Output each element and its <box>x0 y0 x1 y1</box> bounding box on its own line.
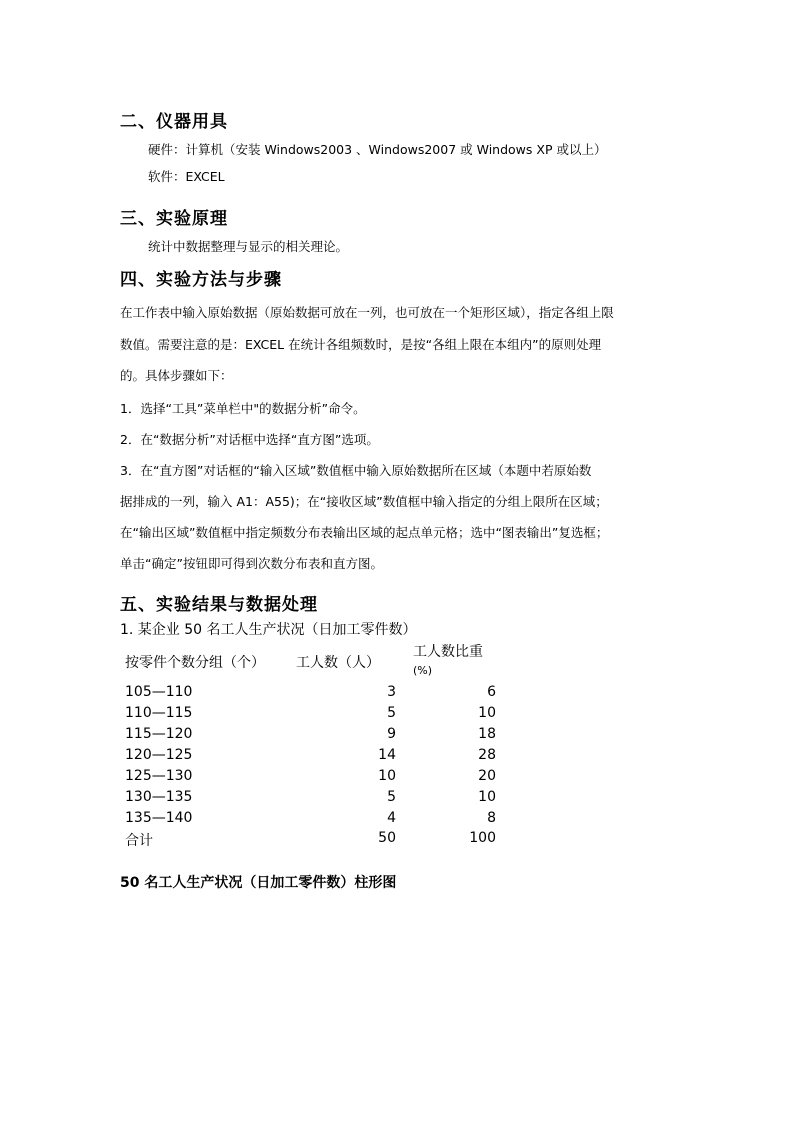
row-group: 125—130 <box>125 768 193 784</box>
row-pct: 10 <box>478 705 496 721</box>
row-group: 130—135 <box>125 789 193 805</box>
row-group: 105—110 <box>125 684 193 700</box>
method-para-line-3: 的。具体步骤如下： <box>120 368 233 383</box>
table-header-workers: 工人数（人） <box>296 655 380 671</box>
table-title: 1. 某企业 50 名工人生产状况（日加工零件数） <box>120 622 417 638</box>
row-group: 合计 <box>125 833 153 849</box>
section-2-heading: 二、仪器用具 <box>120 112 228 132</box>
row-pct: 20 <box>478 768 496 784</box>
section-4-heading: 四、实验方法与步骤 <box>120 270 282 290</box>
row-workers: 9 <box>387 726 396 742</box>
row-group: 135—140 <box>125 810 193 826</box>
table-header-group: 按零件个数分组（个） <box>125 655 265 671</box>
row-pct: 8 <box>487 810 496 826</box>
section-3-heading: 三、实验原理 <box>120 209 228 229</box>
row-workers: 5 <box>387 789 396 805</box>
row-workers: 50 <box>378 830 396 846</box>
chart-caption: 50 名工人生产状况（日加工零件数）柱形图 <box>120 875 397 891</box>
step-3-line-4: 单击“确定”按钮即可得到次数分布表和直方图。 <box>120 556 383 571</box>
row-workers: 10 <box>378 768 396 784</box>
row-pct: 28 <box>478 747 496 763</box>
method-para-line-1: 在工作表中输入原始数据（原始数据可放在一列，也可放在一个矩形区域），指定各组上限 <box>120 305 614 320</box>
method-para-line-2: 数值。需要注意的是：EXCEL 在统计各组频数时，是按“各组上限在本组内”的原则处理 <box>120 337 602 352</box>
row-pct: 10 <box>478 789 496 805</box>
table-header-pct-line-1: 工人数比重 <box>413 644 483 660</box>
step-3-line-2: 据排成的一列，输入 A1：A55)；在“接收区域”数值框中输入指定的分组上限所在区域； <box>120 494 608 509</box>
step-1: 1．选择“工具”菜单栏中"的数据分析”命令。 <box>120 401 366 416</box>
hardware-line: 硬件：计算机（安装 Windows2003 、Windows2007 或 Windows XP 或以上） <box>148 142 607 157</box>
step-3-line-1: 3．在“直方图”对话框的“输入区域”数值框中输入原始数据所在区域（本题中若原始数 <box>120 463 592 478</box>
row-pct: 6 <box>487 684 496 700</box>
row-pct: 100 <box>469 830 496 846</box>
step-3-line-3: 在“输出区域”数值框中指定频数分布表输出区域的起点单元格；选中“图表输出”复选框； <box>120 525 609 540</box>
row-workers: 3 <box>387 684 396 700</box>
step-2: 2．在“数据分析”对话框中选择“直方图”选项。 <box>120 432 379 447</box>
section-5-heading: 五、实验结果与数据处理 <box>120 595 318 615</box>
principle-text: 统计中数据整理与显示的相关理论。 <box>148 239 349 254</box>
row-group: 120—125 <box>125 747 193 763</box>
row-pct: 18 <box>478 726 496 742</box>
row-workers: 14 <box>378 747 396 763</box>
row-workers: 4 <box>387 810 396 826</box>
table-header-pct-line-2: (%) <box>413 664 433 677</box>
row-group: 115—120 <box>125 726 193 742</box>
row-group: 110—115 <box>125 705 193 721</box>
software-line: 软件：EXCEL <box>148 169 225 184</box>
row-workers: 5 <box>387 705 396 721</box>
